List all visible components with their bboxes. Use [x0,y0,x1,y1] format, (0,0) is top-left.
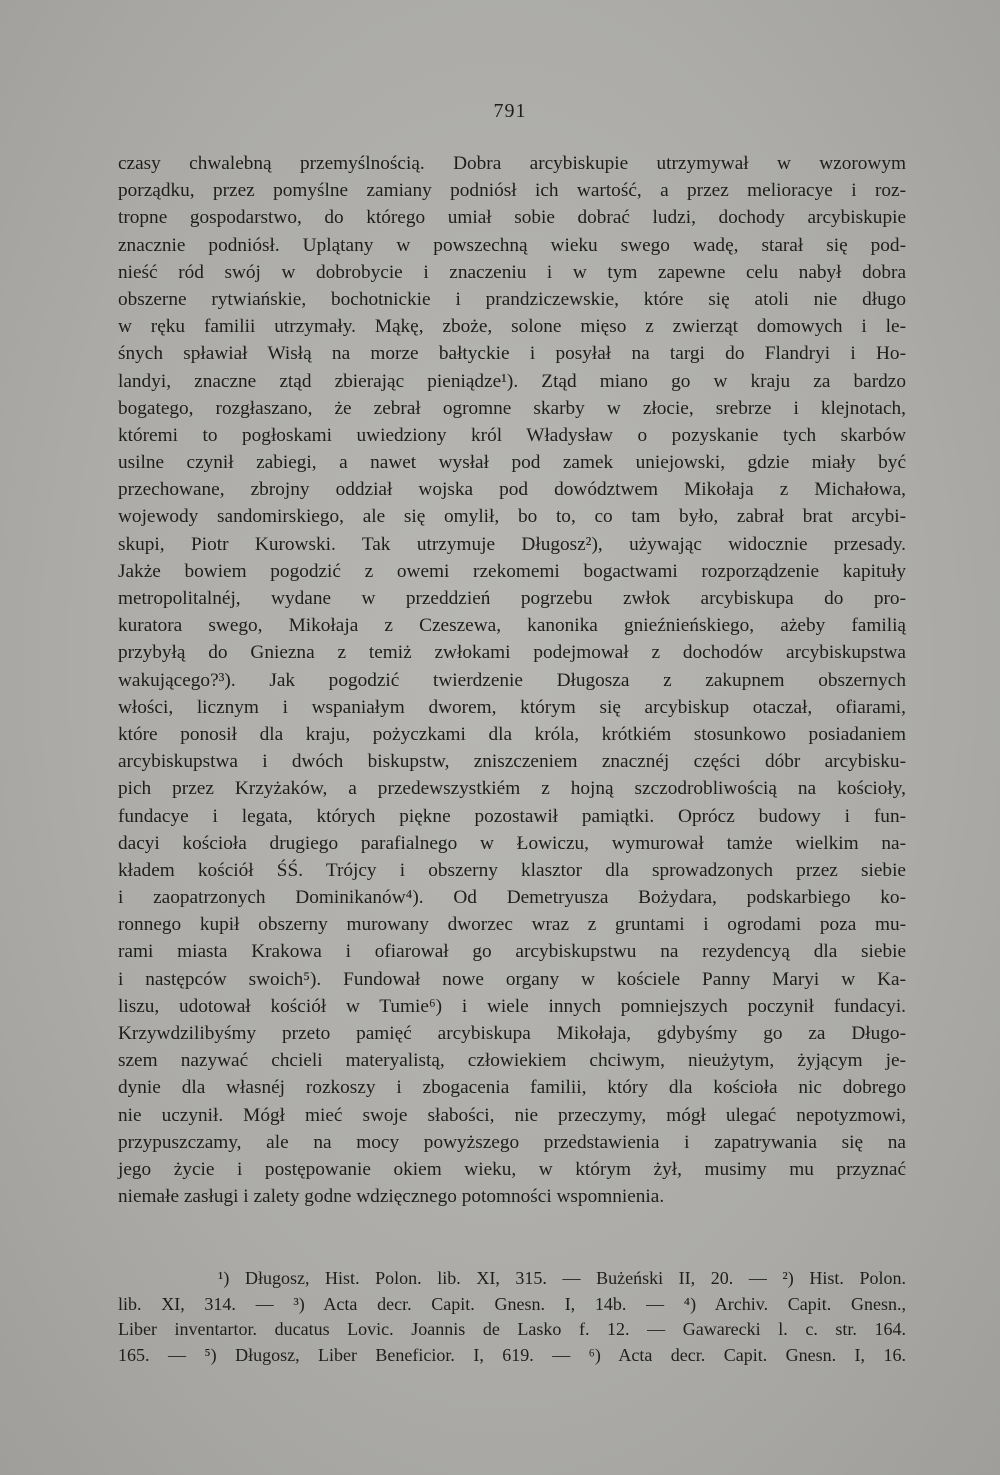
text-line: porządku, przez pomyślne zamiany podniósł ich wartość, a przez melioracye i roz- [118,180,906,202]
text-line: landyi, znaczne ztąd zbierając pieniądze¹). Ztąd miano go w kraju za bardzo [118,370,906,392]
footnotes [118,1266,906,1368]
text-line: ronnego kupił obszerny murowany dworzec wraz z gruntami i ogrodami poza mu- [118,914,906,936]
footnote-line: ¹) Długosz, Hist. Polon. lib. XI, 315. — Bużeński II, 20. — ²) Hist. Polon. [218,1268,906,1288]
footnote-line: 165. — ⁵) Długosz, Liber Beneficior. I, 619. — ⁶) Acta decr. Capit. Gnesn. I, 16. [118,1344,906,1365]
text-line: które ponosił dla kraju, pożyczkami dla króla, krótkiém stosunkowo posiadaniem [118,723,906,745]
text-line: niemałe zasługi i zalety godne wdzięcznego potomności wspomnienia. [118,1186,665,1208]
footnote-line: Liber inventartor. ducatus Lovic. Joannis de Lasko f. 12. — Gawarecki l. c. str. 164. [118,1319,906,1339]
text-line: Jakże bowiem pogodzić z owemi rzekomemi bogactwami rozporządzenie kapituły [118,560,906,582]
text-line: tropne gospodarstwo, do którego umiał sobie dobrać ludzi, dochody arcybiskupie [118,207,906,229]
text-line: znacznie podniósł. Uplątany w powszechną wieku swego wadę, starał się pod- [118,234,906,256]
body-text [118,150,906,1210]
text-line: fundacye i legata, których piękne pozostawił pamiątki. Oprócz budowy i fun- [118,805,906,827]
text-line: czasy chwalebną przemyślnością. Dobra arcybiskupie utrzymywał w wzorowym [118,153,906,174]
text-line: dynie dla własnéj rozkoszy i zbogacenia familii, który dla kościoła nic dobrego [118,1077,906,1099]
text-line: dacyi kościoła drugiego parafialnego w Łowiczu, wymurował tamże wielkim na- [118,832,906,854]
text-line: usilne czynił zabiegi, a nawet wysłał pod zamek uniejowski, gdzie miały być [118,452,906,474]
text-line: metropolitalnéj, wydane w przeddzień pogrzebu zwłok arcybiskupa do pro- [118,588,906,609]
page-number: 791 [493,100,527,122]
text-line: przechowane, zbrojny oddział wojska pod dowództwem Mikołaja z Michałowa, [118,479,906,501]
text-line: liszu, udotował kościół w Tumie⁶) i wiele innych pomniejszych poczynił fundacyi. [118,995,906,1017]
text-line: bogatego, rozgłaszano, że zebrał ogromne skarby w złocie, srebrze i klejnotach, [118,397,906,419]
text-line: i następców swoich⁵). Fundował nowe organy w kościele Panny Maryi w Ka- [118,968,906,990]
text-line: wojewody sandomirskiego, ale się omylił, bo to, co tam było, zabrał brat arcybi- [118,506,906,528]
text-line: któremi to pogłoskami uwiedziony król Władysław o pozyskanie tych skarbów [118,424,906,446]
text-line: przybyłą do Gniezna z temiż zwłokami podejmował z dochodów arcybiskupstwa [118,642,906,664]
text-line: śnych spławiał Wisłą na morze bałtyckie i posyłał na targi do Flandryi i Ho- [118,343,906,365]
text-line: skupi, Piotr Kurowski. Tak utrzymuje Długosz²), używając widocznie przesady. [118,533,906,555]
text-line: włości, licznym i wspaniałym dworem, którym się arcybiskup otaczał, ofiarami, [118,696,906,718]
text-line: kuratora swego, Mikołaja z Czeszewa, kanonika gnieźnieńskiego, ażeby familią [118,615,906,637]
text-line: arcybiskupstwa i dwóch biskupstw, zniszczeniem znacznéj części dóbr arcybisku- [118,751,906,773]
text-line: jego życie i postępowanie okiem wieku, w którym żył, musimy mu przyznać [118,1158,906,1180]
text-line: pich przez Krzyżaków, a przedewszystkiém z hojną szczodrobliwością na kościoły, [118,778,906,800]
text-line: wakującego?³). Jak pogodzić twierdzenie Długosza z zakupnem obszernych [118,669,906,691]
text-line: rami miasta Krakowa i ofiarował go arcybiskupstwu na rezydencyą dla siebie [118,941,906,963]
text-line: kładem kościół ŚŚ. Trójcy i obszerny klasztor dla sprowadzonych przez siebie [118,859,906,881]
text-line: nie uczynił. Mógł mieć swoje słabości, nie przeczymy, mógł ulegać nepotyzmowi, [118,1104,906,1126]
footnote-line: lib. XI, 314. — ³) Acta decr. Capit. Gnesn. I, 14b. — ⁴) Archiv. Capit. Gnesn., [118,1293,906,1314]
text-line: szem nazywać chcieli materyalistą, człowiekiem chciwym, nieużytym, żyjącym je- [118,1050,906,1072]
text-line: nieść ród swój w dobrobycie i znaczeniu i w tym zapewne celu nabył dobra [118,261,906,283]
text-line: obszerne rytwiańskie, bochotnickie i prandziczewskie, które się atoli nie długo [118,288,906,310]
text-line: i zaopatrzonych Dominikanów⁴). Od Demetryusza Bożydara, podskarbiego ko- [118,887,906,909]
text-line: Krzywdzilibyśmy przeto pamięć arcybiskupa Mikołaja, gdybyśmy go za Długo- [118,1023,906,1044]
text-line: przypuszczamy, ale na mocy powyższego przedstawienia i zapatrywania się na [118,1131,906,1153]
text-line: w ręku familii utrzymały. Mąkę, zboże, solone mięso z zwierząt domowych i le- [118,316,906,338]
